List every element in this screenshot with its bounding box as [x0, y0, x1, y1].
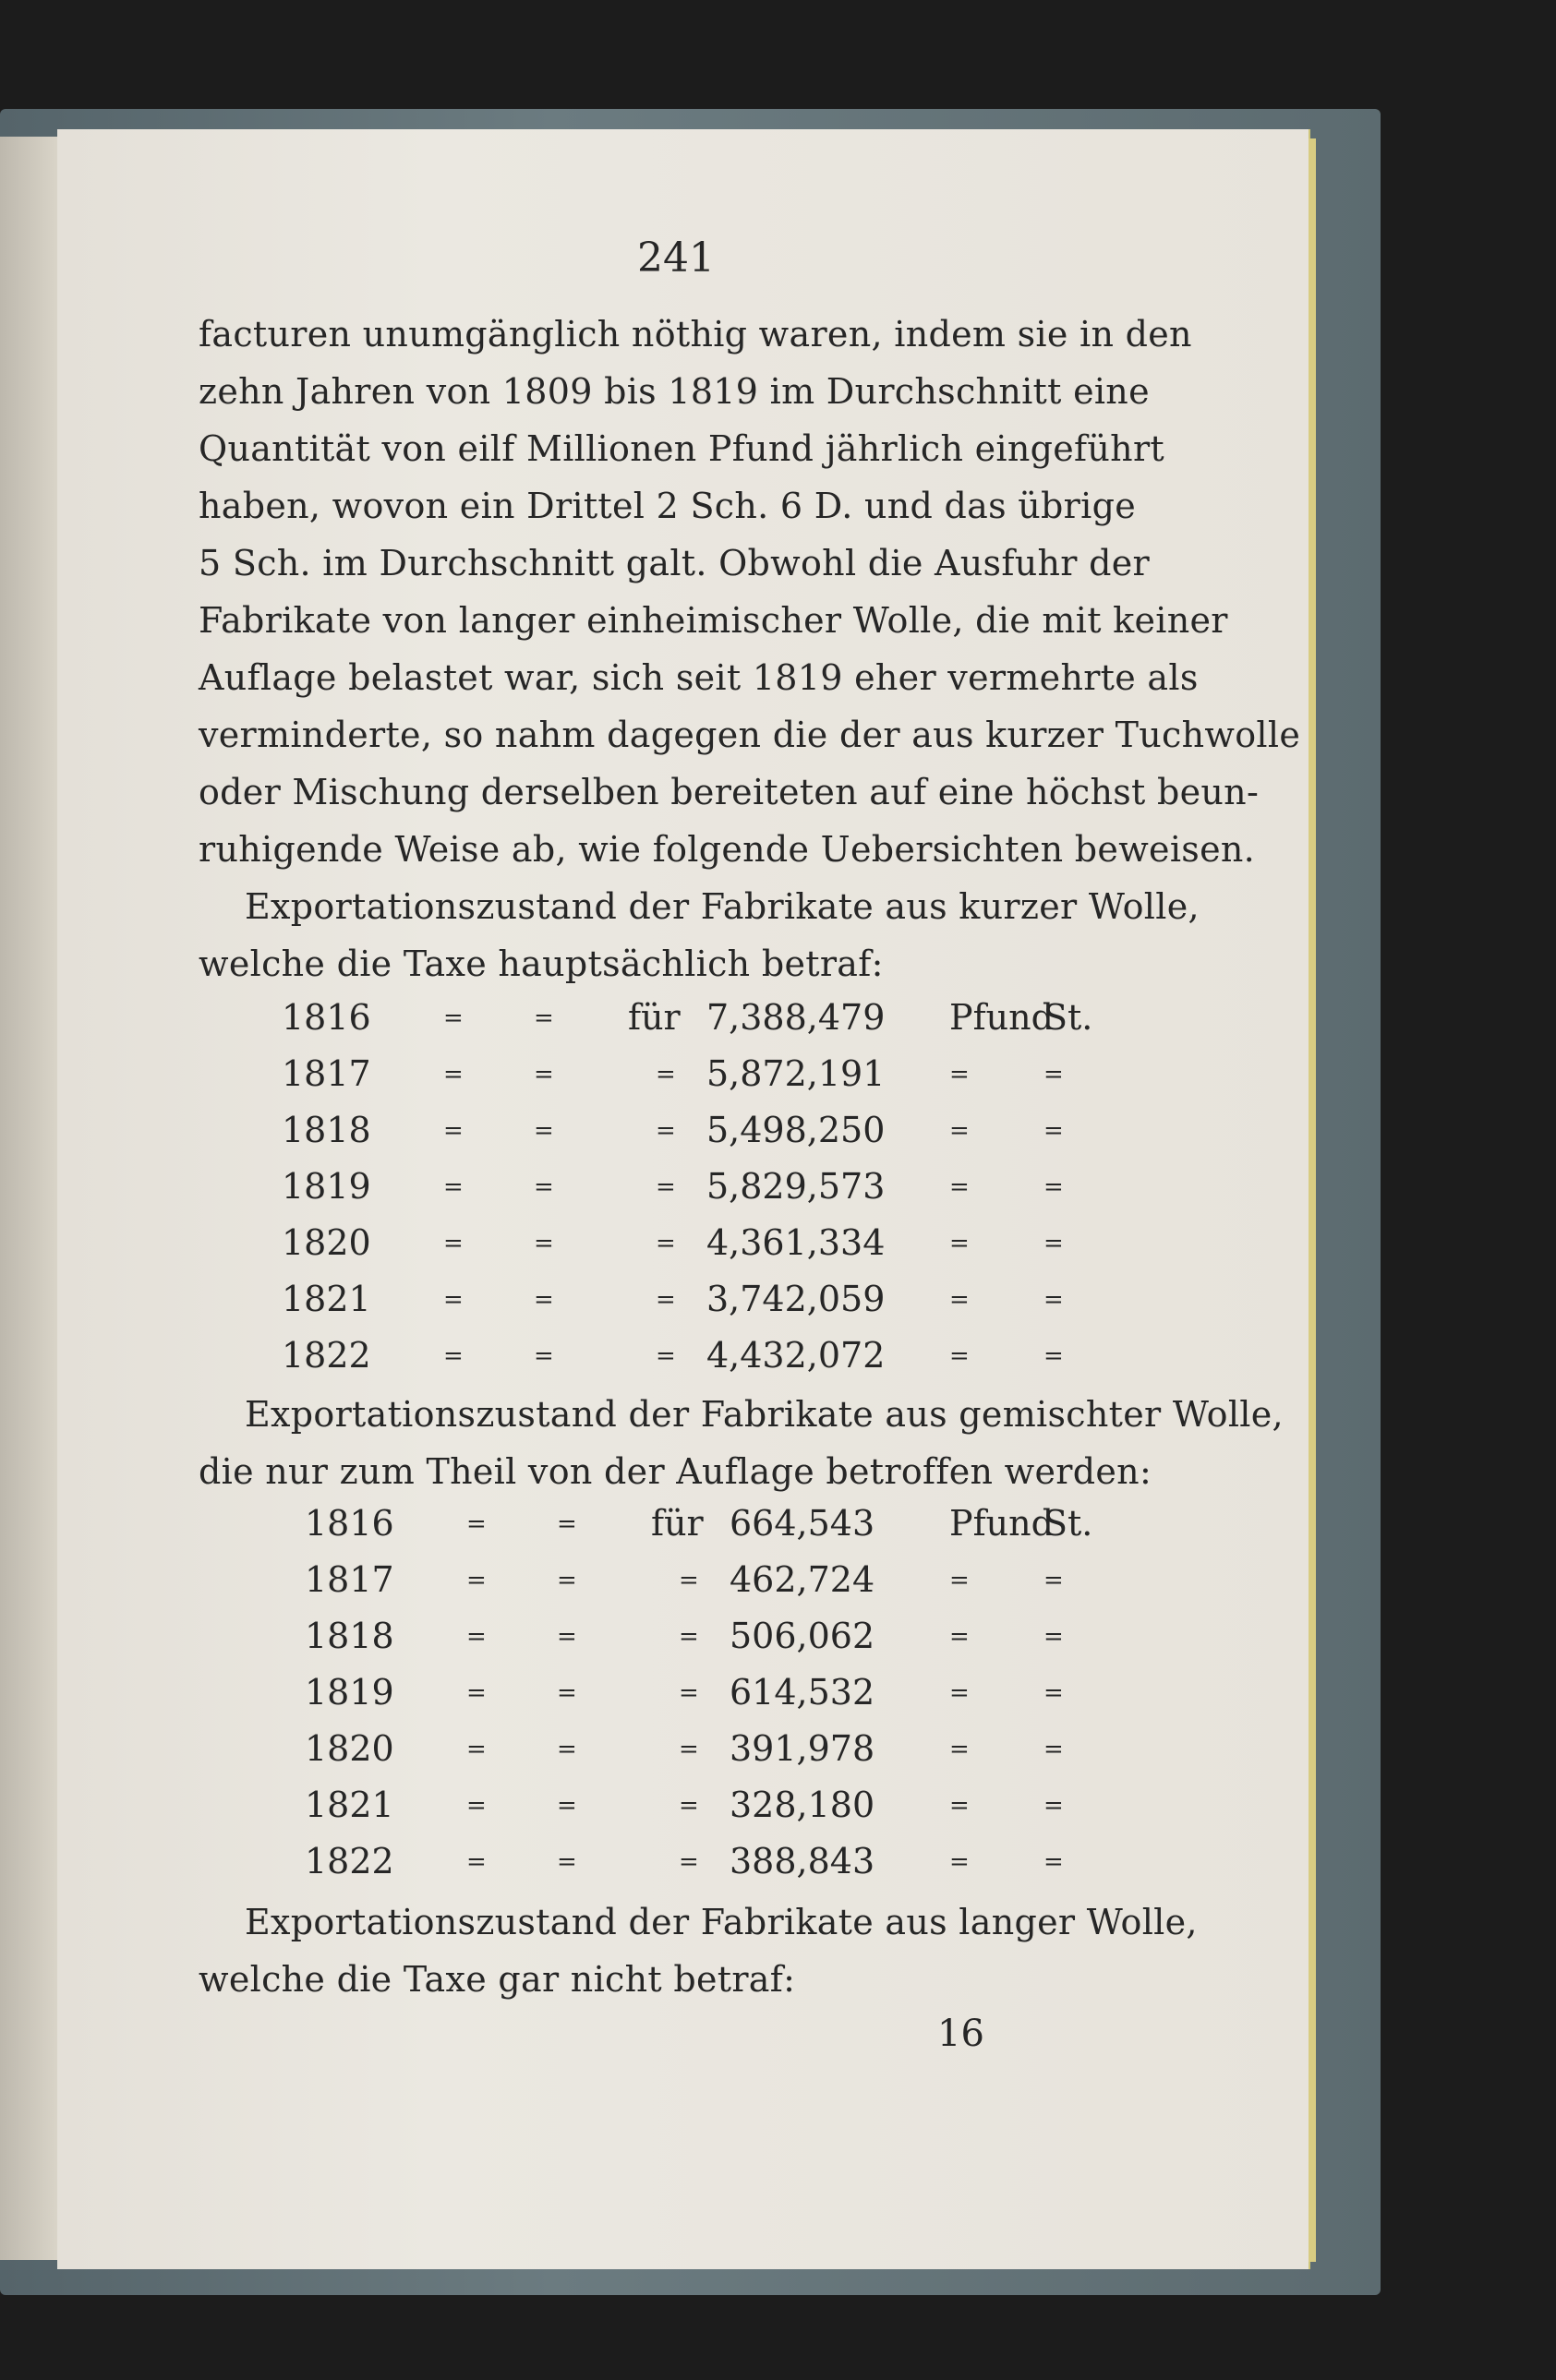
table-prefix: = — [656, 1286, 676, 1314]
table-prefix: = — [656, 1342, 676, 1370]
paragraph-line: ruhigende Weise ab, wie folgende Uebersichten beweisen. — [199, 829, 1256, 870]
table-value: 462,724 — [730, 1559, 875, 1600]
table-prefix: für — [651, 1503, 704, 1544]
table-value: 328,180 — [730, 1785, 875, 1825]
ditto-mark: = — [557, 1510, 577, 1538]
table-year: 1816 — [282, 997, 371, 1038]
table-unit: = — [1043, 1286, 1064, 1314]
table-unit: = — [1043, 1848, 1064, 1876]
ditto-mark: = — [534, 1230, 554, 1257]
table-year: 1818 — [305, 1616, 394, 1656]
paragraph-line: 5 Sch. im Durchschnitt galt. Obwohl die Ausfuhr der — [199, 543, 1150, 583]
table-year: 1821 — [282, 1279, 371, 1319]
paragraph-line: oder Mischung derselben bereiteten auf eine höchst beun- — [199, 772, 1260, 812]
table-year: 1819 — [305, 1672, 394, 1713]
section-heading: Exportationszustand der Fabrikate aus kurzer Wolle, — [245, 886, 1200, 927]
table-unit: = — [949, 1848, 970, 1876]
table-prefix: = — [656, 1230, 676, 1257]
paragraph-line: zehn Jahren von 1809 bis 1819 im Durchschnitt eine — [199, 371, 1150, 412]
table-unit: = — [1043, 1342, 1064, 1370]
paragraph-line: verminderte, so nahm dagegen die der aus kurzer Tuchwolle — [199, 715, 1301, 755]
ditto-mark: = — [557, 1736, 577, 1763]
ditto-mark: = — [443, 1230, 464, 1257]
table-unit: = — [949, 1623, 970, 1651]
table-unit: = — [1043, 1117, 1064, 1145]
ditto-mark: = — [534, 1117, 554, 1145]
paragraph-line: haben, wovon ein Drittel 2 Sch. 6 D. und das übrige — [199, 486, 1136, 526]
table-prefix: = — [656, 1061, 676, 1088]
table-unit: Pfund — [949, 1503, 1054, 1544]
table-prefix: = — [679, 1736, 699, 1763]
ditto-mark: = — [557, 1623, 577, 1651]
ditto-mark: = — [534, 1004, 554, 1032]
table-prefix: = — [679, 1679, 699, 1707]
paragraph-line: Fabrikate von langer einheimischer Wolle, die mit keiner — [199, 600, 1228, 641]
table-year: 1821 — [305, 1785, 394, 1825]
section-heading: welche die Taxe gar nicht betraf: — [199, 1959, 796, 2000]
ditto-mark: = — [466, 1623, 487, 1651]
table-value: 506,062 — [730, 1616, 875, 1656]
ditto-mark: = — [557, 1792, 577, 1820]
ditto-mark: = — [466, 1792, 487, 1820]
table-value: 4,432,072 — [706, 1335, 886, 1376]
table-unit: St. — [1043, 997, 1093, 1038]
ditto-mark: = — [466, 1567, 487, 1594]
table-value: 3,742,059 — [706, 1279, 886, 1319]
table-value: 388,843 — [730, 1841, 875, 1881]
page-number: 241 — [637, 234, 715, 282]
gilt-page-edge — [1309, 138, 1316, 2262]
ditto-mark: = — [443, 1004, 464, 1032]
table-prefix: = — [656, 1173, 676, 1201]
facing-page-edge — [0, 137, 57, 2260]
ditto-mark: = — [443, 1173, 464, 1201]
table-value: 5,498,250 — [706, 1110, 886, 1150]
table-unit: = — [1043, 1623, 1064, 1651]
paragraph-line: Quantität von eilf Millionen Pfund jährlich eingeführt — [199, 428, 1164, 469]
table-unit: = — [1043, 1736, 1064, 1763]
table-year: 1817 — [282, 1053, 371, 1094]
table-prefix: = — [656, 1117, 676, 1145]
ditto-mark: = — [557, 1679, 577, 1707]
ditto-mark: = — [557, 1567, 577, 1594]
table-unit: St. — [1043, 1503, 1093, 1544]
paragraph-line: facturen unumgänglich nöthig waren, indem sie in den — [199, 314, 1192, 355]
ditto-mark: = — [534, 1173, 554, 1201]
ditto-mark: = — [443, 1061, 464, 1088]
section-heading: die nur zum Theil von der Auflage betroffen werden: — [199, 1451, 1152, 1492]
table-prefix: = — [679, 1792, 699, 1820]
table-year: 1816 — [305, 1503, 394, 1544]
section-heading: welche die Taxe hauptsächlich betraf: — [199, 944, 884, 984]
ditto-mark: = — [557, 1848, 577, 1876]
table-unit: = — [1043, 1567, 1064, 1594]
table-value: 391,978 — [730, 1728, 875, 1769]
table-value: 664,543 — [730, 1503, 875, 1544]
table-unit: = — [949, 1286, 970, 1314]
table-value: 7,388,479 — [706, 997, 886, 1038]
table-prefix: = — [679, 1848, 699, 1876]
table-unit: = — [949, 1061, 970, 1088]
ditto-mark: = — [534, 1286, 554, 1314]
ditto-mark: = — [534, 1061, 554, 1088]
table-prefix: für — [628, 997, 681, 1038]
ditto-mark: = — [466, 1736, 487, 1763]
ditto-mark: = — [443, 1117, 464, 1145]
table-unit: = — [949, 1117, 970, 1145]
table-unit: = — [1043, 1173, 1064, 1201]
table-unit: = — [949, 1342, 970, 1370]
table-year: 1817 — [305, 1559, 394, 1600]
ditto-mark: = — [466, 1510, 487, 1538]
table-prefix: = — [679, 1567, 699, 1594]
table-unit: = — [1043, 1230, 1064, 1257]
table-year: 1820 — [305, 1728, 394, 1769]
table-unit: = — [949, 1792, 970, 1820]
section-heading: Exportationszustand der Fabrikate aus gemischter Wolle, — [245, 1394, 1284, 1435]
table-unit: = — [949, 1736, 970, 1763]
table-unit: = — [949, 1679, 970, 1707]
table-value: 5,872,191 — [706, 1053, 886, 1094]
ditto-mark: = — [443, 1286, 464, 1314]
table-unit: = — [949, 1230, 970, 1257]
table-unit: = — [949, 1173, 970, 1201]
table-year: 1819 — [282, 1166, 371, 1207]
table-unit: = — [949, 1567, 970, 1594]
table-unit: = — [1043, 1679, 1064, 1707]
table-year: 1818 — [282, 1110, 371, 1150]
section-heading: Exportationszustand der Fabrikate aus langer Wolle, — [245, 1902, 1198, 1942]
signature-mark: 16 — [937, 2013, 984, 2055]
ditto-mark: = — [443, 1342, 464, 1370]
table-year: 1820 — [282, 1222, 371, 1263]
table-value: 4,361,334 — [706, 1222, 886, 1263]
table-year: 1822 — [282, 1335, 371, 1376]
table-value: 5,829,573 — [706, 1166, 886, 1207]
table-year: 1822 — [305, 1841, 394, 1881]
ditto-mark: = — [466, 1679, 487, 1707]
table-unit: Pfund — [949, 997, 1054, 1038]
paragraph-line: Auflage belastet war, sich seit 1819 eher vermehrte als — [199, 657, 1199, 698]
table-value: 614,532 — [730, 1672, 875, 1713]
table-unit: = — [1043, 1061, 1064, 1088]
ditto-mark: = — [466, 1848, 487, 1876]
table-prefix: = — [679, 1623, 699, 1651]
ditto-mark: = — [534, 1342, 554, 1370]
table-unit: = — [1043, 1792, 1064, 1820]
